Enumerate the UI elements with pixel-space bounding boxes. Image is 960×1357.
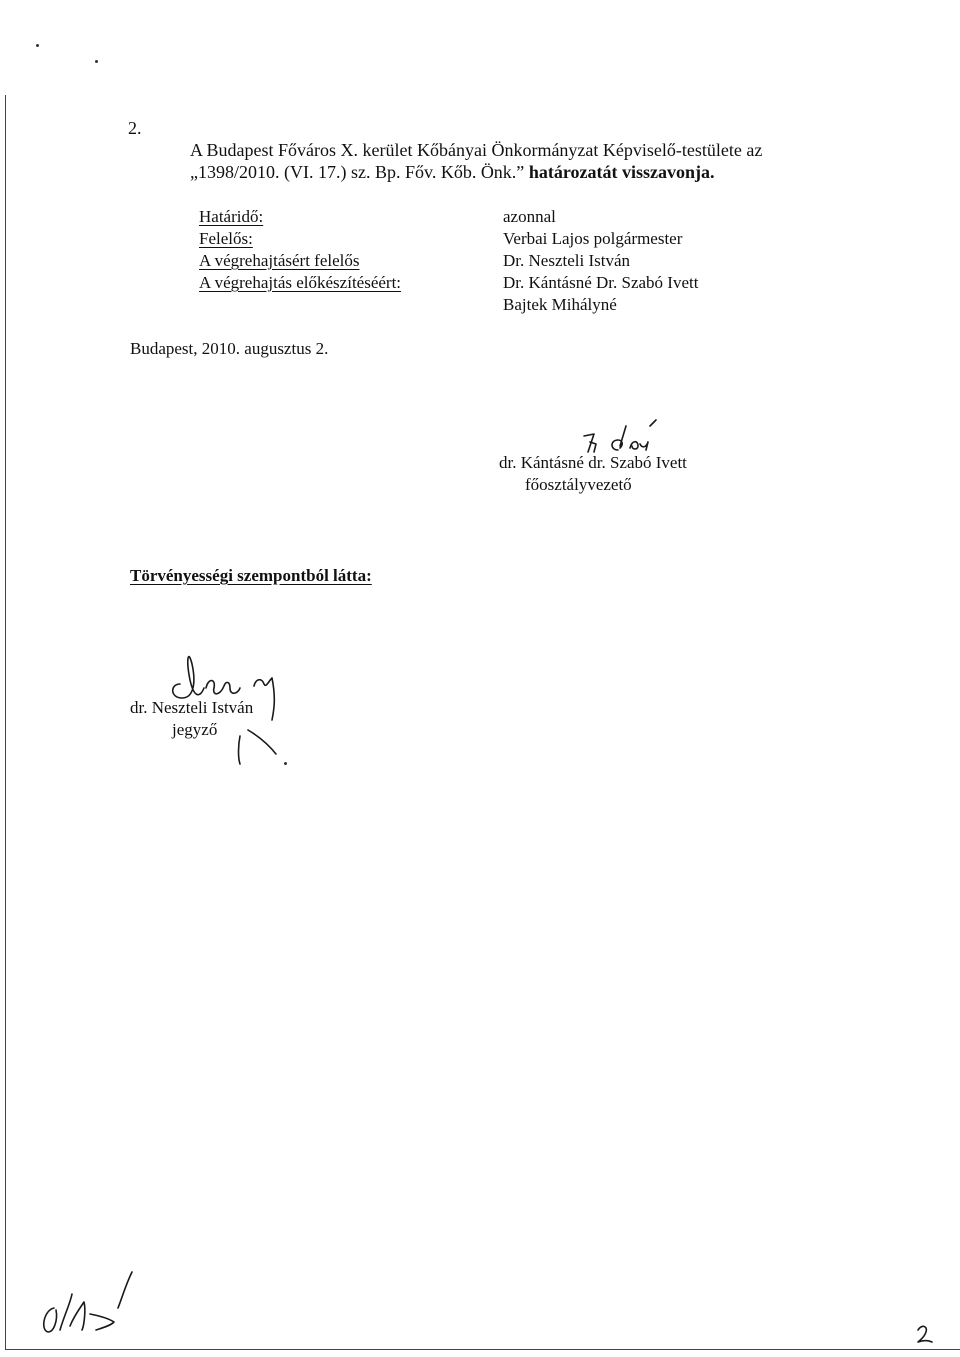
intro-line-1: A Budapest Főváros X. kerület Kőbányai Önkormányzat Képviselő-testülete az xyxy=(190,140,763,160)
page-number: 2. xyxy=(128,118,142,138)
signatory-1-name: dr. Kántásné dr. Szabó Ivett xyxy=(499,453,687,472)
scan-speck xyxy=(36,44,39,47)
bottom-margin-rule xyxy=(5,1349,960,1350)
place-date: Budapest, 2010. augusztus 2. xyxy=(130,339,329,358)
left-margin-rule xyxy=(5,95,6,1350)
resolution-reference: „1398/2010. (VI. 17.) sz. Bp. Főv. Kőb. Önk.” xyxy=(190,162,525,182)
field-label-deadline: Határidő: xyxy=(199,207,264,226)
signatory-1-title: főosztályvezető xyxy=(525,475,632,494)
field-label-responsible: Felelős: xyxy=(199,229,253,248)
corner-page-mark xyxy=(914,1322,915,1323)
revocation-text: határozatát visszavonja. xyxy=(528,162,715,182)
field-value-preparation: Dr. Kántásné Dr. Szabó Ivett xyxy=(503,273,699,292)
legal-review-heading: Törvényességi szempontból látta: xyxy=(130,566,372,585)
field-value-execution-responsible: Dr. Neszteli István xyxy=(503,251,630,270)
field-value-preparation-2: Bajtek Mihályné xyxy=(503,295,617,314)
initials-mark xyxy=(30,1268,150,1338)
field-value-deadline: azonnal xyxy=(503,207,556,226)
signatory-2-name: dr. Neszteli István xyxy=(130,698,254,717)
field-label-preparation: A végrehajtás előkészítéséért: xyxy=(199,273,402,292)
signatory-2-title: jegyző xyxy=(172,720,218,739)
corner-page-mark-drawing xyxy=(914,1322,950,1346)
intro-line-2 xyxy=(190,161,714,183)
field-label-execution-responsible: A végrehajtásért felelős xyxy=(199,251,360,270)
field-value-responsible: Verbai Lajos polgármester xyxy=(503,229,683,248)
signature-dot xyxy=(284,762,287,765)
scan-speck xyxy=(95,60,98,63)
signature-1 xyxy=(580,410,670,458)
